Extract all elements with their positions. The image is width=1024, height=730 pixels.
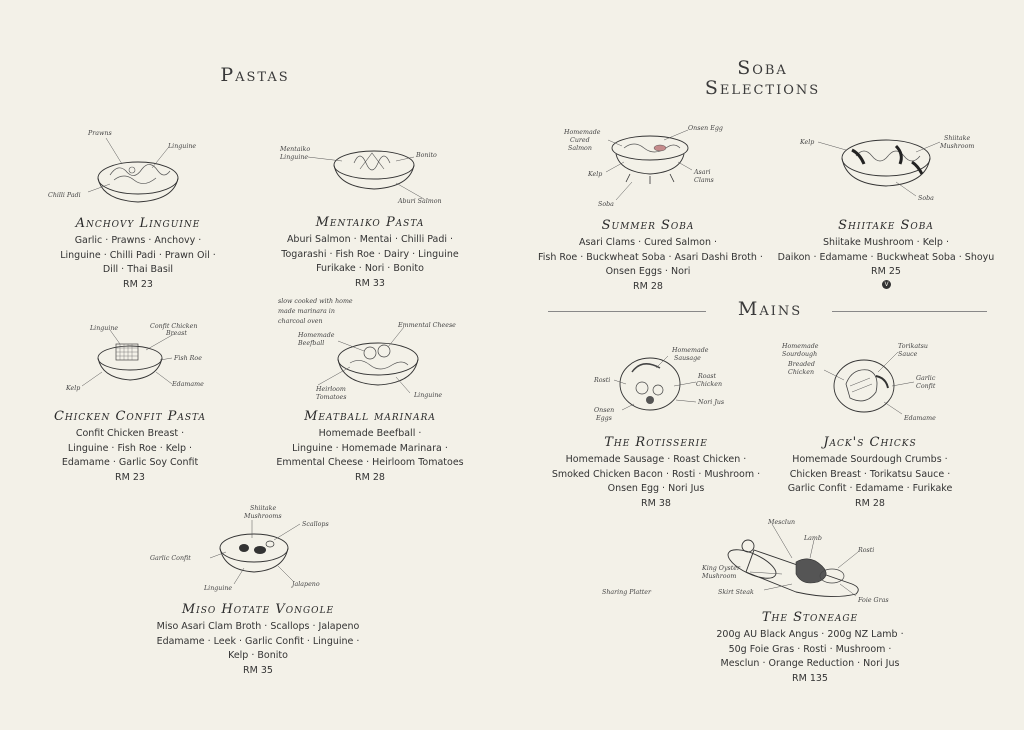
label-torikatsu: Torikatsu [898, 343, 928, 350]
dish-the-stoneage [700, 610, 920, 686]
dish-ingredients-line: Edamame · Leek · Garlic Confit · Linguine · [156, 635, 360, 647]
label-breaded: Breaded [788, 361, 815, 368]
label-rosti: Rosti [594, 377, 611, 384]
label-soba: Soba [918, 195, 934, 202]
label-chicken: Chicken [696, 381, 723, 388]
dish-ingredients-line: Onsen Eggs · Nori [605, 266, 691, 277]
mains-heading: Mains [737, 298, 803, 320]
label-aburi-salmon: Aburi Salmon [398, 198, 442, 205]
dish-price: RM 25 [871, 266, 901, 277]
label-nori-jus: Nori Jus [698, 399, 725, 406]
dish-name: Anchovy Linguine [75, 216, 201, 231]
dish-mentaiko-pasta [260, 215, 480, 291]
label-skirt-steak: Skirt Steak [718, 589, 754, 596]
dish-ingredients-line: Aburi Salmon · Mentai · Chilli Padi · [286, 234, 454, 245]
label-garlic-confit: Garlic Confit [150, 555, 191, 562]
label-beefball: Beefball [298, 340, 325, 347]
label-tomatoes: Tomatoes [316, 394, 347, 401]
label-shiitake: Shiitake [250, 505, 277, 512]
label-asari: Asari [694, 169, 711, 176]
label-homemade: Homemade [564, 129, 601, 136]
dish-name: The Stoneage [761, 610, 859, 625]
label-fish-roe: Fish Roe [174, 355, 202, 362]
label-linguine: Linguine [204, 585, 233, 592]
dish-ingredients-line: Linguine · Homemade Marinara · [292, 442, 448, 454]
dish-price: RM 28 [355, 471, 385, 483]
label-mushroom: Mushroom [940, 143, 975, 150]
dish-price: RM 28 [633, 280, 663, 292]
label-shiitake: Shiitake [944, 135, 971, 142]
dish-ingredients-line: Linguine · Fish Roe · Kelp · [67, 442, 193, 454]
dish-summer-soba [538, 218, 763, 294]
label-king-oyster: King Oyster [702, 565, 741, 572]
label-scallops: Scallops [302, 521, 329, 528]
label-foie-gras: Foie Gras [858, 597, 889, 604]
label-chilli-padi: Chilli Padi [48, 192, 81, 199]
mentaiko-pasta-illustration [276, 135, 466, 214]
dish-ingredients-line: Mesclun · Orange Reduction · Nori Jus [720, 658, 900, 669]
label-linguine: Linguine [168, 143, 197, 150]
dish-name: Summer Soba [601, 218, 695, 233]
dish-ingredients-line: Confit Chicken Breast · [75, 428, 185, 439]
label-kelp: Kelp [800, 139, 815, 146]
dish-name: Mentaiko Pasta [315, 215, 425, 230]
dish-ingredients-line: Daikon · Edamame · Buckwheat Soba · Shoyu [777, 251, 995, 263]
soba-heading-line2: Selections [704, 77, 821, 99]
label-sharing-platter: Sharing Platter [602, 589, 652, 596]
dish-ingredients-line: Onsen Egg · Nori Jus [607, 483, 705, 494]
label-emmental-cheese: Emmental Cheese [398, 322, 456, 329]
jacks-chicks-illustration [780, 340, 970, 430]
dish-meatball-marinara [260, 409, 480, 485]
label-mushroom: Mushroom [702, 573, 737, 580]
dish-price: RM 33 [355, 277, 385, 289]
dish-ingredients-line: Homemade Sausage · Roast Chicken · [565, 454, 747, 465]
chicken-confit-illustration [62, 320, 222, 399]
dish-name: The Rotisserie [604, 435, 708, 450]
dish-price: RM 35 [243, 664, 273, 676]
dish-ingredients-line: Shiitake Mushroom · Kelp · [822, 237, 950, 248]
dish-ingredients-line: Furikake · Nori · Bonito [316, 263, 424, 274]
dish-name: Miso Hotate Vongole [181, 602, 335, 617]
label-mesclun: Mesclun [768, 519, 796, 526]
label-homemade: Homemade [298, 332, 335, 339]
dish-price: RM 38 [641, 497, 671, 509]
mains-rule-left [548, 311, 706, 312]
dish-ingredients-line: Homemade Sourdough Crumbs · [792, 454, 948, 465]
dish-price: RM 135 [792, 672, 828, 684]
dish-name: Shiitake Soba [838, 218, 934, 233]
dish-ingredients-line: Homemade Beefball · [318, 428, 422, 439]
label-breast: Breast [166, 330, 187, 337]
dish-shiitake-soba [776, 218, 996, 280]
label-rosti: Rosti [858, 547, 875, 554]
label-kelp: Kelp [66, 385, 81, 392]
shiitake-soba-illustration [796, 124, 996, 210]
dish-miso-hotate-vongole [148, 602, 368, 678]
label-onsen: Onsen [594, 407, 615, 414]
dish-the-rotisserie [546, 435, 766, 511]
dish-ingredients-line: Smoked Chicken Bacon · Rosti · Mushroom · [551, 468, 761, 480]
label-edamame: Edamame [172, 381, 204, 388]
soba-heading-line1: Soba [737, 57, 788, 79]
dish-ingredients-line: Edamame · Garlic Soy Confit [61, 457, 199, 468]
dish-name: Meatball marinara [304, 409, 436, 424]
label-onsen-egg: Onsen Egg [688, 125, 723, 132]
pastas-heading: Pastas [220, 64, 290, 86]
label-linguine: Linguine [280, 154, 309, 161]
dish-ingredients-line: Asari Clams · Cured Salmon · [578, 237, 718, 248]
label-garlic: Garlic [916, 375, 936, 382]
label-kelp: Kelp [588, 171, 603, 178]
label-note-line3: charcoal oven [278, 318, 323, 325]
summer-soba-illustration [560, 120, 750, 214]
dish-ingredients-line: Emmental Cheese · Heirloom Tomatoes [276, 457, 464, 468]
label-cured: Cured [570, 137, 590, 144]
dish-chicken-confit-pasta [20, 409, 240, 485]
dish-ingredients-line: Linguine · Chilli Padi · Prawn Oil · [60, 249, 216, 261]
label-clams: Clams [694, 177, 714, 184]
rotisserie-illustration [590, 342, 750, 432]
label-roast: Roast [698, 373, 717, 380]
dish-ingredients-line: Dill · Thai Basil [102, 264, 174, 275]
label-bonito: Bonito [416, 152, 437, 159]
soba-selections-heading [690, 58, 835, 98]
label-linguine: Linguine [90, 325, 119, 332]
mains-rule-right [832, 311, 987, 312]
dish-ingredients-line: Chicken Breast · Torikatsu Sauce · [789, 468, 951, 480]
label-note-line2: made marinara in [278, 308, 335, 315]
label-chicken: Chicken [788, 369, 815, 376]
label-edamame: Edamame [904, 415, 936, 422]
dish-ingredients-line: Togarashi · Fish Roe · Dairy · Linguine [281, 248, 459, 260]
label-salmon: Salmon [568, 145, 592, 152]
dish-ingredients-line: 50g Foie Gras · Rosti · Mushroom · [728, 643, 892, 655]
label-sauce: Sauce [898, 351, 918, 358]
label-sourdough: Sourdough [782, 351, 818, 358]
label-heirloom: Heirloom [316, 386, 346, 393]
label-mentaiko: Mentaiko [280, 146, 311, 153]
label-sausage: Sausage [674, 355, 701, 362]
dish-price: RM 23 [115, 471, 145, 483]
dish-price: RM 23 [123, 278, 153, 290]
dish-ingredients-line: 200g AU Black Angus · 200g NZ Lamb · [716, 629, 904, 640]
label-prawns: Prawns [88, 130, 112, 137]
label-homemade: Homemade [782, 343, 819, 350]
anchovy-linguine-illustration [40, 120, 220, 219]
miso-hotate-vongole-illustration [148, 502, 348, 598]
dish-ingredients-line: Kelp · Bonito [228, 650, 288, 661]
dish-ingredients-line: Garlic · Prawns · Anchovy · [74, 235, 202, 246]
label-confit: Confit [916, 383, 936, 390]
label-mushrooms: Mushrooms [244, 513, 282, 520]
label-eggs: Eggs [596, 415, 612, 422]
dish-price: RM 28 [855, 497, 885, 509]
label-homemade: Homemade [672, 347, 709, 354]
vegetarian-badge: V [882, 280, 891, 289]
label-lamb: Lamb [804, 535, 822, 542]
dish-jacks-chicks [760, 435, 980, 511]
dish-anchovy-linguine [28, 216, 248, 292]
label-soba: Soba [598, 201, 614, 208]
dish-ingredients-line: Fish Roe · Buckwheat Soba · Asari Dashi Broth · [538, 251, 763, 263]
meatball-marinara-illustration [276, 297, 476, 409]
label-confit-chicken: Confit Chicken [150, 323, 198, 330]
dish-name: Jack's Chicks [823, 435, 917, 450]
dish-name: Chicken Confit Pasta [53, 409, 207, 424]
stoneage-illustration [596, 514, 906, 612]
label-note-line1: slow cooked with home [278, 298, 353, 305]
dish-ingredients-line: Miso Asari Clam Broth · Scallops · Jalapeno [156, 621, 360, 632]
label-jalapeno: Jalapeno [292, 581, 320, 588]
label-linguine: Linguine [414, 392, 443, 399]
dish-ingredients-line: Garlic Confit · Edamame · Furikake [787, 483, 953, 494]
